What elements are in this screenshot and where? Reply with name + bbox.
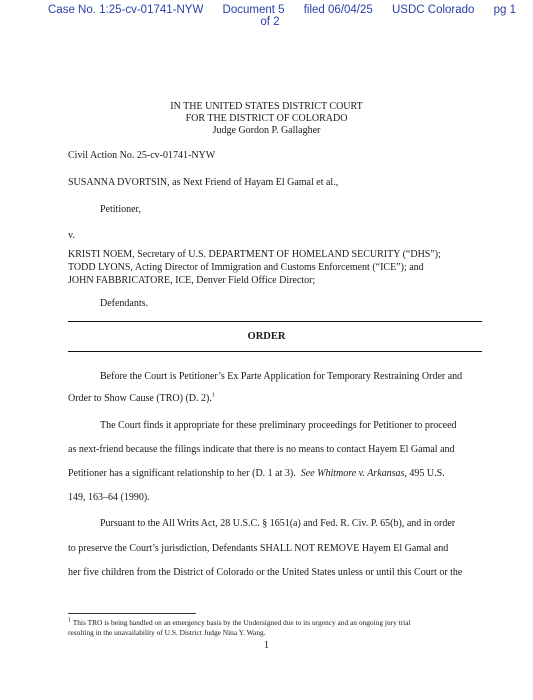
footnote-line-2: resulting in the unavailability of U.S. District Judge Nina Y. Wang. [68,627,266,637]
page-number: 1 [264,640,269,651]
petitioner-role: Petitioner, [100,204,141,215]
caption-rule-top [68,321,482,322]
versus: v. [68,230,75,241]
filing-header [40,4,517,28]
body-paragraph-3-line-1: Pursuant to the All Writs Act, 28 U.S.C. § 1651(a) and Fed. R. Civ. P. 65(b), and in order [100,518,456,529]
body-paragraph-1-line-2: Order to Show Cause (TRO) (D. 2).$^1$ [68,392,215,404]
page-indicator: pg 1 [493,4,517,16]
footnote-rule [68,613,196,614]
page-of-total: of 2 [260,16,280,28]
defendants-role: Defendants. [100,298,149,309]
defendant-3: JOHN FABBRICATORE, ICE, Denver Field Office Director; [68,275,316,286]
civil-action-number: Civil Action No. 25-cv-01741-NYW [68,150,216,161]
defendant-2: TODD LYONS, Acting Director of Immigration and Customs Enforcement (“ICE”); and [68,262,424,273]
court-name-line1: IN THE UNITED STATES DISTRICT COURT [170,101,363,112]
footnote-line-1: $^1$ This TRO is being handled on an emergency basis by the Undersigned due to its urgency and an ongoing jury trial [68,617,411,627]
petitioner-name: SUSANNA DVORTSIN, as Next Friend of Hayam El Gamal et al., [68,177,339,188]
court-name-line2: FOR THE DISTRICT OF COLORADO [185,113,348,124]
case-citation: See Whitmore v. Arkansas [300,468,405,479]
defendant-1: KRISTI NOEM, Secretary of U.S. DEPARTMENT OF HOMELAND SECURITY (“DHS”); [68,249,441,260]
case-number: Case No. 1:25-cv-01741-NYW [48,4,204,16]
body-paragraph-3-line-2: to preserve the Court’s jurisdiction, Defendants SHALL NOT REMOVE Hayem El Gamal and [68,543,449,554]
caption-rule-bottom [68,351,482,352]
body-paragraph-1-line-1: Before the Court is Petitioner’s Ex Parte Application for Temporary Restraining Order and [100,371,463,382]
body-paragraph-2-line-2: as next-friend because the filings indicate that there is no means to contact Hayem El Gamal and [68,444,455,455]
body-paragraph-2-line-4: 149, 163–64 (1990). [68,492,150,503]
order-title: ORDER [247,331,286,342]
footnote-reference: 1 [211,392,215,399]
footnote [68,618,488,637]
judge-name: Judge Gordon P. Gallagher [212,125,321,136]
body-paragraph-3-line-3: her five children from the District of Colorado or the United States unless or until this Court or the [68,567,463,578]
document-number: Document 5 [222,4,285,16]
court-code: USDC Colorado [392,4,475,16]
body-paragraph-2-line-1: The Court finds it appropriate for these preliminary proceedings for Petitioner to proceed [100,420,457,431]
filed-date: filed 06/04/25 [303,4,373,16]
body-paragraph-2-line-3: Petitioner has a significant relationship to her (D. 1 at 3). See Whitmore v. Arkansas, 495 U.S. [68,468,445,479]
